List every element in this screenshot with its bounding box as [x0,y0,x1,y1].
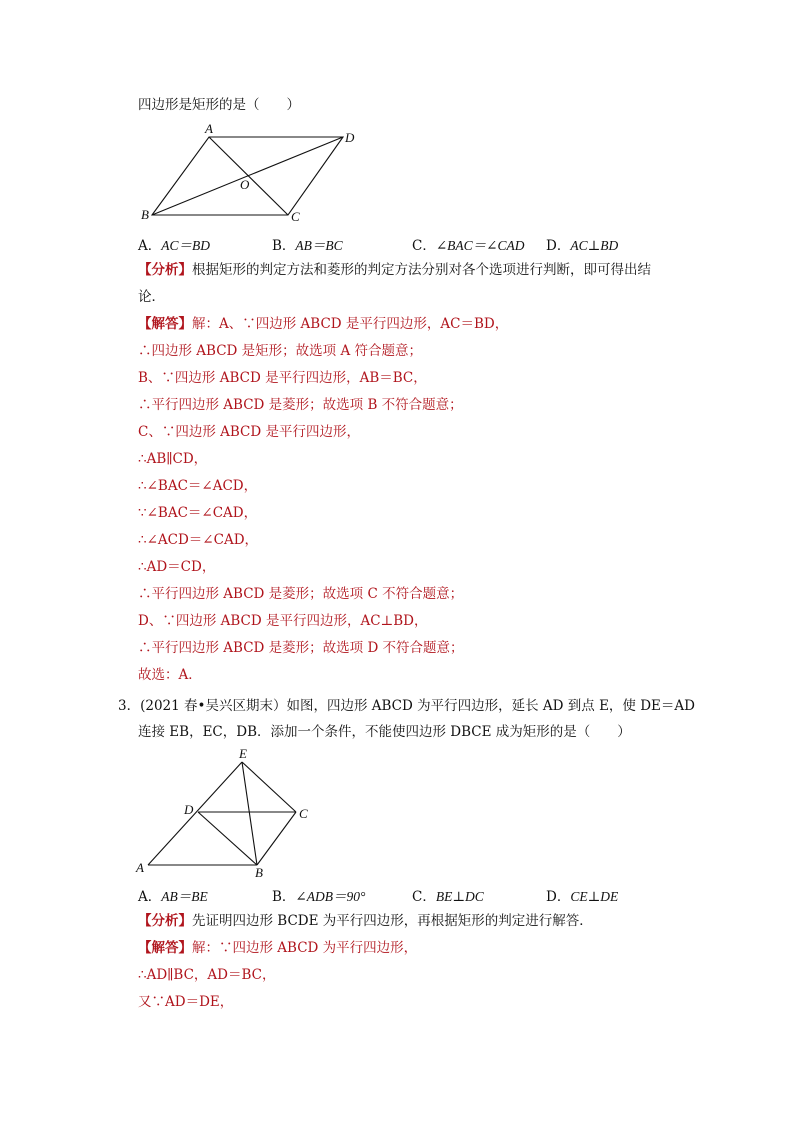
q2-option-d[interactable]: D．AC⊥BD [546,238,619,254]
segment-bc [257,812,296,865]
q2-option-b[interactable]: B．AB＝BC [272,238,343,254]
q2-analysis: 【分析】根据矩形的判定方法和菱形的判定方法分别对各个选项进行判断，即可得出结 [138,262,651,278]
segment-db [198,812,257,865]
label-d: D [184,802,194,817]
solution-tag: 【解答】 [138,316,192,332]
segment-ae [148,762,242,865]
label-b: B [255,865,263,880]
q2-solution-line: ∴∠ACD＝∠CAD， [138,532,259,548]
q3-solution-line: 【解答】解：∵四边形 ABCD 为平行四边形， [138,940,418,956]
q2-solution-line: D、∵四边形 ABCD 是平行四边形，AC⊥BD， [138,613,428,629]
q2-option-c[interactable]: C．∠BAC＝∠CAD [412,238,525,254]
q3-option-c[interactable]: C．BE⊥DC [412,889,484,905]
label-c: C [291,209,300,224]
q3-figure [130,745,330,880]
q2-solution-line: ∴平行四边形 ABCD 是菱形；故选项 B 不符合题意； [138,397,463,413]
label-o: O [240,177,250,192]
question-number: 3． [118,698,141,714]
analysis-tag: 【分析】 [138,913,192,929]
q3-option-d[interactable]: D．CE⊥DE [546,889,619,905]
q2-solution-line: B、∵四边形 ABCD 是平行四边形，AB＝BC， [138,370,427,386]
q3-solution-line: ∴AD∥BC，AD＝BC， [138,967,276,983]
q2-solution-line: ∴平行四边形 ABCD 是菱形；故选项 D 不符合题意； [138,640,464,656]
q2-option-a[interactable]: A．AC＝BD [138,238,210,254]
q3-solution-line: 又∵AD＝DE， [138,994,234,1010]
q3-option-b[interactable]: B．∠ADB＝90° [272,889,366,905]
q2-analysis-cont: 论． [138,289,165,305]
label-a: A [136,860,144,875]
label-b: B [141,207,149,222]
q3-stem-cont: 连接 EB，EC，DB．添加一个条件，不能使四边形 DBCE 成为矩形的是（ ） [138,724,631,740]
label-c: C [299,806,308,821]
label-a: A [205,121,213,136]
q2-solution-line: ∴四边形 ABCD 是矩形；故选项 A 符合题意； [138,343,422,359]
solution-tag: 【解答】 [138,940,192,956]
q2-solution-line: ∴AB∥CD， [138,451,208,467]
q2-solution-line: 【解答】解：A、∵四边形 ABCD 是平行四边形，AC＝BD， [138,316,509,332]
segment-eb [242,762,257,865]
q3-stem: 3．(2021 春•吴兴区期末）如图，四边形 ABCD 为平行四边形，延长 AD 到点 E，使 DE＝AD [118,698,695,714]
label-d: D [345,130,355,145]
q2-solution-line: C、∵四边形 ABCD 是平行四边形， [138,424,360,440]
q2-stem: 四边形是矩形的是（ ） [138,97,300,113]
q2-solution-line: ∵∠BAC＝∠CAD， [138,505,258,521]
segment-ec [242,762,296,812]
q3-option-a[interactable]: A．AB＝BE [138,889,208,905]
q2-solution-line: ∴∠BAC＝∠ACD， [138,478,258,494]
q2-solution-line: ∴平行四边形 ABCD 是菱形；故选项 C 不符合题意； [138,586,464,602]
q2-figure [135,118,375,228]
q2-solution-line: ∴AD＝CD， [138,559,216,575]
analysis-tag: 【分析】 [138,262,192,278]
q3-analysis: 【分析】先证明四边形 BCDE 为平行四边形，再根据矩形的判定进行解答． [138,913,593,929]
label-e: E [239,746,247,761]
q2-solution-line: 故选：A． [138,667,202,683]
